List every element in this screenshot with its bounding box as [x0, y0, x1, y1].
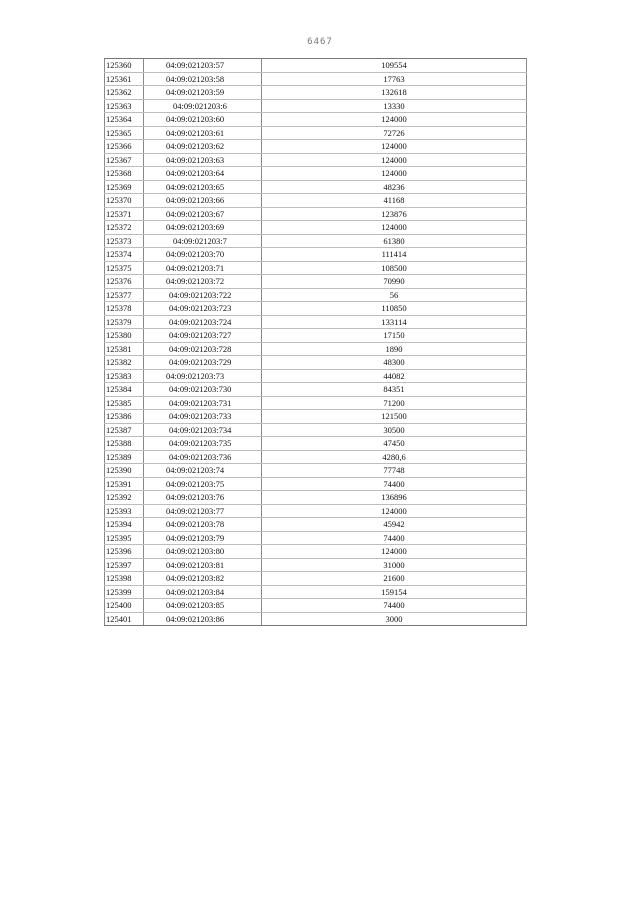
table-row [105, 329, 527, 343]
table-row [105, 315, 527, 329]
amount-cell: 74400 [262, 599, 527, 613]
row-id-cell: 125363 [105, 99, 144, 113]
table-row [105, 194, 527, 208]
table-row [105, 518, 527, 532]
amount-cell: 74400 [262, 531, 527, 545]
amount-cell: 44082 [262, 369, 527, 383]
amount-cell: 72726 [262, 126, 527, 140]
table-row [105, 558, 527, 572]
row-id-cell: 125395 [105, 531, 144, 545]
cadastral-number-cell: 04:09:021203:730 [144, 383, 262, 397]
row-id-cell: 125397 [105, 558, 144, 572]
table-row [105, 302, 527, 316]
cadastral-number-cell: 04:09:021203:724 [144, 315, 262, 329]
table-row [105, 545, 527, 559]
row-id-cell: 125376 [105, 275, 144, 289]
row-id-cell: 125368 [105, 167, 144, 181]
amount-cell: 13330 [262, 99, 527, 113]
amount-cell: 17763 [262, 72, 527, 86]
cadastral-number-cell: 04:09:021203:728 [144, 342, 262, 356]
row-id-cell: 125384 [105, 383, 144, 397]
row-id-cell: 125361 [105, 72, 144, 86]
cadastral-number-cell: 04:09:021203:74 [144, 464, 262, 478]
cadastral-number-cell: 04:09:021203:64 [144, 167, 262, 181]
table-row [105, 531, 527, 545]
table-row [105, 275, 527, 289]
cadastral-number-cell: 04:09:021203:67 [144, 207, 262, 221]
cadastral-number-cell: 04:09:021203:731 [144, 396, 262, 410]
amount-cell: 132618 [262, 86, 527, 100]
cadastral-number-cell: 04:09:021203:76 [144, 491, 262, 505]
amount-cell: 121500 [262, 410, 527, 424]
cadastral-number-cell: 04:09:021203:80 [144, 545, 262, 559]
table-row [105, 207, 527, 221]
amount-cell: 17150 [262, 329, 527, 343]
row-id-cell: 125393 [105, 504, 144, 518]
amount-cell: 41168 [262, 194, 527, 208]
row-id-cell: 125360 [105, 59, 144, 73]
cadastral-number-cell: 04:09:021203:85 [144, 599, 262, 613]
row-id-cell: 125370 [105, 194, 144, 208]
table-row [105, 261, 527, 275]
amount-cell: 109554 [262, 59, 527, 73]
table-row [105, 167, 527, 181]
row-id-cell: 125401 [105, 612, 144, 626]
amount-cell: 47450 [262, 437, 527, 451]
page-number: 6467 [307, 37, 333, 47]
amount-cell: 108500 [262, 261, 527, 275]
amount-cell: 124000 [262, 221, 527, 235]
row-id-cell: 125374 [105, 248, 144, 262]
table-row [105, 585, 527, 599]
amount-cell: 61380 [262, 234, 527, 248]
row-id-cell: 125394 [105, 518, 144, 532]
amount-cell: 45942 [262, 518, 527, 532]
cadastral-number-cell: 04:09:021203:78 [144, 518, 262, 532]
cadastral-number-cell: 04:09:021203:59 [144, 86, 262, 100]
cadastral-number-cell: 04:09:021203:63 [144, 153, 262, 167]
row-id-cell: 125369 [105, 180, 144, 194]
table-row [105, 113, 527, 127]
amount-cell: 21600 [262, 572, 527, 586]
table-row [105, 342, 527, 356]
row-id-cell: 125383 [105, 369, 144, 383]
row-id-cell: 125365 [105, 126, 144, 140]
ledger-table [104, 58, 527, 626]
amount-cell: 70990 [262, 275, 527, 289]
cadastral-number-cell: 04:09:021203:734 [144, 423, 262, 437]
table-row [105, 369, 527, 383]
row-id-cell: 125366 [105, 140, 144, 154]
table-row [105, 504, 527, 518]
row-id-cell: 125386 [105, 410, 144, 424]
table-row [105, 59, 527, 73]
row-id-cell: 125385 [105, 396, 144, 410]
cadastral-number-cell: 04:09:021203:73 [144, 369, 262, 383]
amount-cell: 133114 [262, 315, 527, 329]
amount-cell: 4280,6 [262, 450, 527, 464]
table-row [105, 248, 527, 262]
amount-cell: 77748 [262, 464, 527, 478]
cadastral-number-cell: 04:09:021203:735 [144, 437, 262, 451]
amount-cell: 30500 [262, 423, 527, 437]
amount-cell: 123876 [262, 207, 527, 221]
row-id-cell: 125380 [105, 329, 144, 343]
ledger-body [105, 59, 527, 626]
table-row [105, 491, 527, 505]
amount-cell: 136896 [262, 491, 527, 505]
row-id-cell: 125390 [105, 464, 144, 478]
table-row [105, 356, 527, 370]
row-id-cell: 125372 [105, 221, 144, 235]
table-row [105, 477, 527, 491]
amount-cell: 84351 [262, 383, 527, 397]
table-row [105, 153, 527, 167]
table-row [105, 423, 527, 437]
amount-cell: 56 [262, 288, 527, 302]
table-row [105, 450, 527, 464]
row-id-cell: 125399 [105, 585, 144, 599]
cadastral-number-cell: 04:09:021203:61 [144, 126, 262, 140]
row-id-cell: 125378 [105, 302, 144, 316]
table-row [105, 288, 527, 302]
table-row [105, 612, 527, 626]
cadastral-number-cell: 04:09:021203:57 [144, 59, 262, 73]
cadastral-number-cell: 04:09:021203:77 [144, 504, 262, 518]
table-row [105, 599, 527, 613]
row-id-cell: 125381 [105, 342, 144, 356]
row-id-cell: 125392 [105, 491, 144, 505]
amount-cell: 124000 [262, 167, 527, 181]
cadastral-number-cell: 04:09:021203:58 [144, 72, 262, 86]
row-id-cell: 125382 [105, 356, 144, 370]
table-row [105, 126, 527, 140]
row-id-cell: 125398 [105, 572, 144, 586]
table-row [105, 140, 527, 154]
table-row [105, 410, 527, 424]
cadastral-number-cell: 04:09:021203:65 [144, 180, 262, 194]
cadastral-number-cell: 04:09:021203:86 [144, 612, 262, 626]
table-row [105, 383, 527, 397]
table-row [105, 437, 527, 451]
table-row [105, 221, 527, 235]
row-id-cell: 125391 [105, 477, 144, 491]
amount-cell: 31000 [262, 558, 527, 572]
amount-cell: 159154 [262, 585, 527, 599]
row-id-cell: 125364 [105, 113, 144, 127]
table-row [105, 99, 527, 113]
amount-cell: 124000 [262, 140, 527, 154]
cadastral-number-cell: 04:09:021203:62 [144, 140, 262, 154]
cadastral-number-cell: 04:09:021203:71 [144, 261, 262, 275]
row-id-cell: 125371 [105, 207, 144, 221]
amount-cell: 124000 [262, 153, 527, 167]
amount-cell: 110850 [262, 302, 527, 316]
row-id-cell: 125388 [105, 437, 144, 451]
row-id-cell: 125396 [105, 545, 144, 559]
row-id-cell: 125387 [105, 423, 144, 437]
cadastral-number-cell: 04:09:021203:60 [144, 113, 262, 127]
row-id-cell: 125367 [105, 153, 144, 167]
amount-cell: 111414 [262, 248, 527, 262]
amount-cell: 124000 [262, 545, 527, 559]
table-row [105, 572, 527, 586]
cadastral-number-cell: 04:09:021203:729 [144, 356, 262, 370]
amount-cell: 71200 [262, 396, 527, 410]
cadastral-number-cell: 04:09:021203:722 [144, 288, 262, 302]
cadastral-number-cell: 04:09:021203:70 [144, 248, 262, 262]
row-id-cell: 125379 [105, 315, 144, 329]
amount-cell: 48236 [262, 180, 527, 194]
cadastral-number-cell: 04:09:021203:7 [144, 234, 262, 248]
cadastral-number-cell: 04:09:021203:736 [144, 450, 262, 464]
row-id-cell: 125377 [105, 288, 144, 302]
amount-cell: 3000 [262, 612, 527, 626]
table-row [105, 72, 527, 86]
cadastral-number-cell: 04:09:021203:84 [144, 585, 262, 599]
cadastral-number-cell: 04:09:021203:79 [144, 531, 262, 545]
row-id-cell: 125389 [105, 450, 144, 464]
cadastral-number-cell: 04:09:021203:6 [144, 99, 262, 113]
cadastral-number-cell: 04:09:021203:69 [144, 221, 262, 235]
amount-cell: 1890 [262, 342, 527, 356]
cadastral-number-cell: 04:09:021203:733 [144, 410, 262, 424]
amount-cell: 124000 [262, 504, 527, 518]
table-row [105, 180, 527, 194]
amount-cell: 74400 [262, 477, 527, 491]
cadastral-number-cell: 04:09:021203:727 [144, 329, 262, 343]
amount-cell: 48300 [262, 356, 527, 370]
table-row [105, 234, 527, 248]
cadastral-number-cell: 04:09:021203:72 [144, 275, 262, 289]
table-row [105, 464, 527, 478]
table-row [105, 86, 527, 100]
row-id-cell: 125375 [105, 261, 144, 275]
cadastral-number-cell: 04:09:021203:75 [144, 477, 262, 491]
table-row [105, 396, 527, 410]
cadastral-number-cell: 04:09:021203:81 [144, 558, 262, 572]
row-id-cell: 125400 [105, 599, 144, 613]
amount-cell: 124000 [262, 113, 527, 127]
row-id-cell: 125373 [105, 234, 144, 248]
cadastral-number-cell: 04:09:021203:723 [144, 302, 262, 316]
cadastral-number-cell: 04:09:021203:82 [144, 572, 262, 586]
row-id-cell: 125362 [105, 86, 144, 100]
cadastral-number-cell: 04:09:021203:66 [144, 194, 262, 208]
